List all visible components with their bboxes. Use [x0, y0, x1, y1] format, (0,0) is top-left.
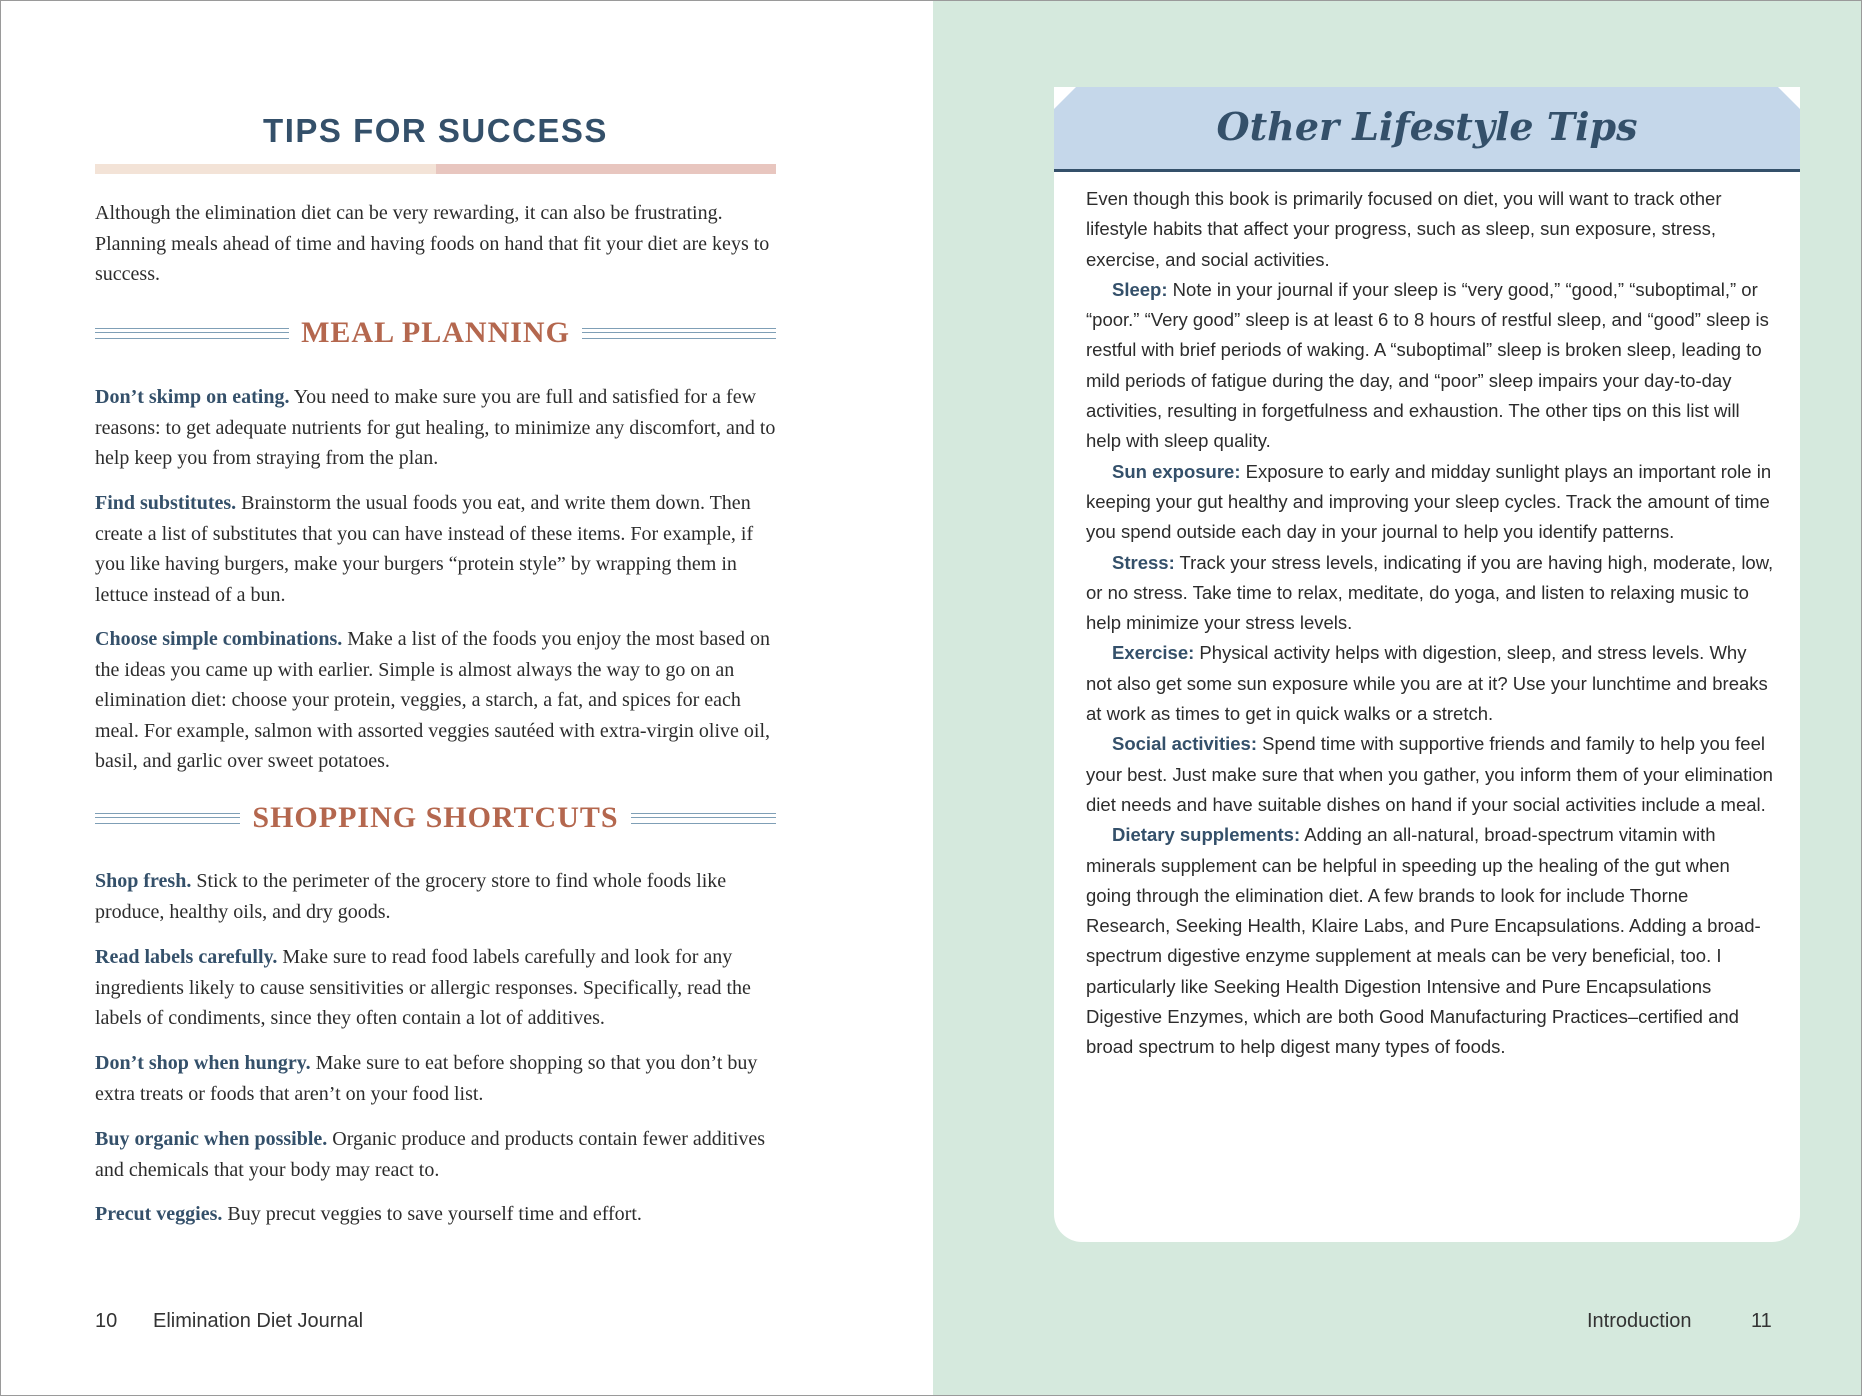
card-tip-text: Spend time with supportive friends and family to help you feel your best. Just make sure that when you gather, you inform them of your elimination diet needs and have suitable dishes on hand if your social activities include a meal.	[1086, 733, 1773, 815]
intro-paragraph: Although the elimination diet can be very rewarding, it can also be frustrating. Planning meals ahead of time and having foods on hand that fit your diet are keys to success.	[95, 202, 770, 285]
tip-text: Make sure to eat before shopping so that you don’t buy extra treats or foods that aren’t on your food list.	[95, 1052, 758, 1105]
card-body	[1086, 184, 1776, 1063]
tip-paragraph	[95, 488, 776, 610]
tip-paragraph	[95, 866, 776, 927]
tip-paragraph	[95, 1199, 776, 1230]
divider-lines	[95, 328, 289, 339]
running-title-left: Elimination Diet Journal	[153, 1310, 364, 1332]
section-heading-shopping-shortcuts	[95, 798, 776, 838]
tip-text: Organic produce and products contain fewer additives and chemicals that your body may react to.	[95, 1128, 766, 1181]
card-tip	[1086, 275, 1776, 457]
card-tip	[1086, 457, 1776, 548]
divider-lines	[631, 813, 776, 824]
tip-term: Don’t skimp on eating.	[95, 386, 290, 408]
card-tip-text: Note in your journal if your sleep is “very good,” “good,” “suboptimal,” or “poor.” “Very good” sleep is at least 6 to 8 hours of restful sleep, and “good” sleep is restful with brief periods of waking. A “suboptimal” sleep is broken sleep, leading to mild periods of fatigue during the day, and “poor” sleep impairs your day-to-day activities, resulting in forgetfulness and exhaustion. The other tips on this list will help with sleep quality.	[1086, 278, 1769, 452]
running-title-right: Introduction	[1587, 1310, 1692, 1332]
card-tip	[1086, 729, 1776, 820]
tip-term: Shop fresh.	[95, 870, 192, 892]
tip-paragraph	[95, 382, 776, 474]
card-header-rule	[1054, 169, 1800, 172]
section-heading-meal-planning	[95, 313, 776, 353]
tip-text: Make sure to read food labels carefully and look for any ingredients likely to cause sensitivities or allergic responses. Specifically, read the labels of condiments, since they often contain a lot of additives.	[95, 946, 751, 1029]
tip-term: Precut veggies.	[95, 1203, 223, 1225]
card-tip-text: Track your stress levels, indicating if you are having high, moderate, low, or no stress. Take time to relax, meditate, do yoga, and listen to relaxing music to help minimize your stress levels.	[1086, 551, 1774, 634]
tip-term: Don’t shop when hungry.	[95, 1052, 311, 1074]
card-tip	[1086, 638, 1776, 729]
page-title: TIPS FOR SUCCESS	[263, 112, 608, 149]
page-number-right: 11	[1751, 1310, 1772, 1332]
card-tip-term: Social activities:	[1112, 733, 1257, 755]
section-heading-label: MEAL PLANNING	[301, 316, 570, 349]
card-tip-term: Sleep:	[1112, 278, 1168, 300]
card-tip-text: Adding an all-natural, broad-spectrum vitamin with minerals supplement can be helpful in speeding up the healing of the gut when going through the elimination diet. A few brands to look for include Thorne Research, Seeking Health, Klaire Labs, and Pure Encapsulations. Adding a broad-spectrum digestive enzyme supplement at meals can be very beneficial, too. I particularly like Seeking Health Digestion Intensive and Pure Encapsulations Digestive Enzymes, which are both Good Manufacturing Practices–certified and broad spectrum to help digest many types of foods.	[1086, 824, 1761, 1058]
card-tip	[1086, 820, 1776, 1062]
tip-paragraph	[95, 624, 776, 777]
tip-paragraph	[95, 1048, 776, 1109]
tip-paragraph	[95, 942, 776, 1034]
section-heading-label: SHOPPING SHORTCUTS	[252, 801, 619, 834]
card-tip-term: Dietary supplements:	[1112, 824, 1301, 846]
card-tip-term: Exercise:	[1112, 642, 1195, 664]
tip-text: Buy precut veggies to save yourself time and effort.	[222, 1203, 642, 1225]
tip-term: Choose simple combinations.	[95, 628, 343, 650]
card-tip-term: Sun exposure:	[1112, 460, 1241, 482]
card-tip-text: Exposure to early and midday sunlight plays an important role in keeping your gut healthy and improving your sleep cycles. Track the amount of time you spend outside each day in your journal to help you identify patterns.	[1086, 460, 1772, 543]
card-tip-text: Physical activity helps with digestion, sleep, and stress levels. Why not also get some sun exposure while you are at it? Use your lunchtime and breaks at work as times to get in quick walks or a stretch.	[1086, 642, 1768, 725]
card-tip-term: Stress:	[1112, 551, 1175, 573]
title-underline	[95, 164, 776, 174]
tip-term: Read labels carefully.	[95, 946, 278, 968]
tip-term: Buy organic when possible.	[95, 1128, 328, 1150]
tip-text: You need to make sure you are full and satisfied for a few reasons: to get adequate nutrients for gut healing, to minimize any discomfort, and to help keep you from straying from the plan.	[95, 386, 776, 469]
tip-text: Stick to the perimeter of the grocery store to find whole foods like produce, healthy oils, and dry goods.	[95, 870, 727, 923]
divider-lines	[582, 328, 776, 339]
tip-paragraph	[95, 1124, 776, 1185]
card-intro: Even though this book is primarily focused on diet, you will want to track other lifestyle habits that affect your progress, such as sleep, sun exposure, stress, exercise, and social activities.	[1086, 188, 1722, 270]
tip-term: Find substitutes.	[95, 492, 237, 514]
page-number-left: 10	[95, 1310, 118, 1332]
divider-lines	[95, 813, 240, 824]
card-tip	[1086, 548, 1776, 639]
tip-text: Make a list of the foods you enjoy the most based on the ideas you came up with earlier. Simple is almost always the way to go on an elimination diet: choose your protein, veggies, a starch, a fat, and spices for each meal. For example, salmon with assorted veggies sautéed with extra-virgin olive oil, basil, and garlic over sweet potatoes.	[95, 628, 771, 772]
card-title: Other Lifestyle Tips	[1216, 104, 1638, 149]
tip-text: Brainstorm the usual foods you eat, and write them down. Then create a list of substitutes that you can have instead of these items. For example, if you like having burgers, make your burgers “protein style” by wrapping them in lettuce instead of a bun.	[95, 492, 754, 606]
